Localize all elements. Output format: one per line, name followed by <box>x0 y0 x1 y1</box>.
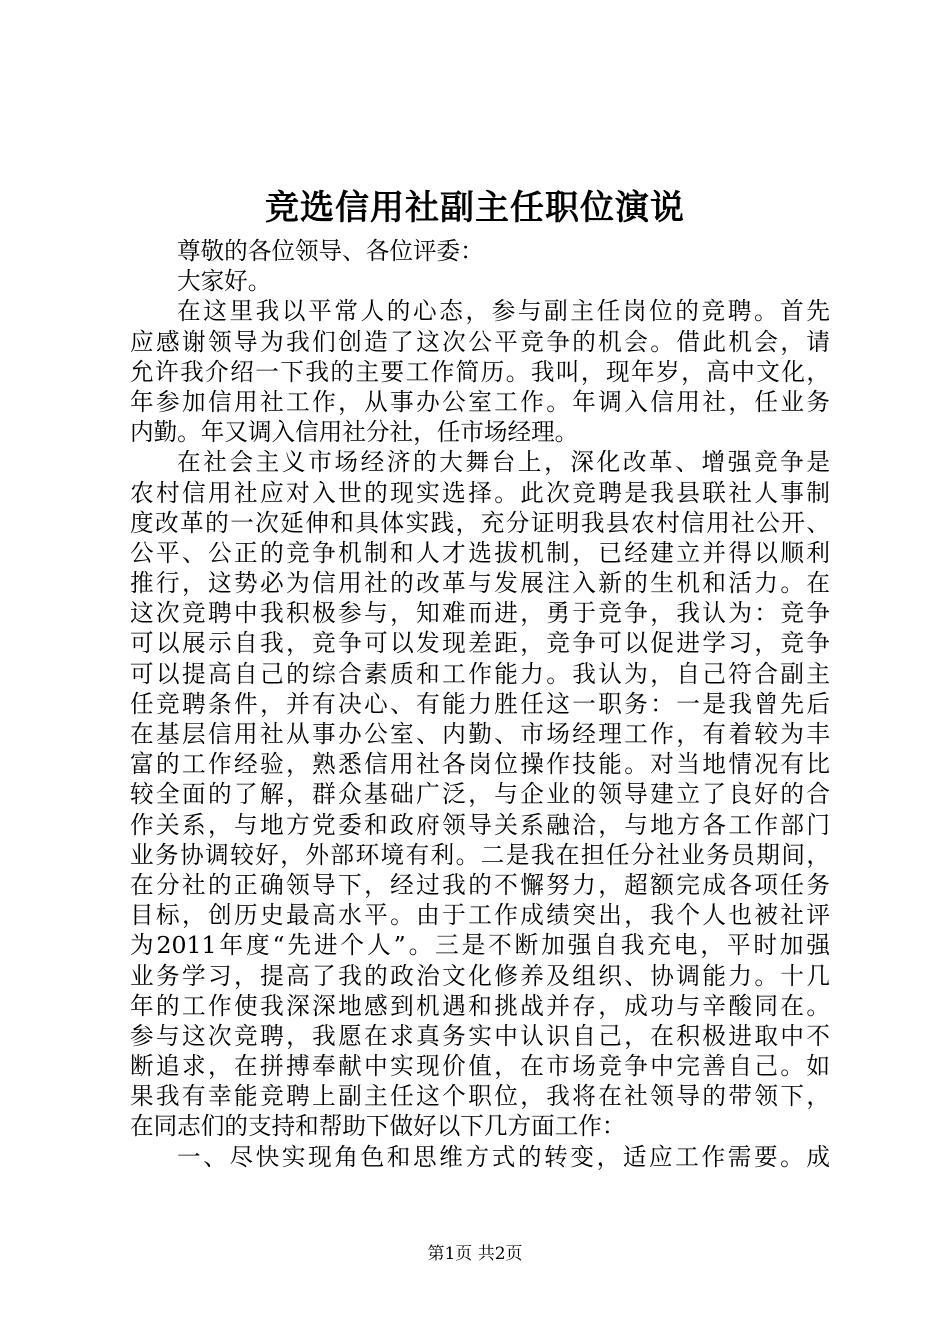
paragraph-line: 为2011年度“先进个人”。三是不断加强自我充电，平时加强 <box>130 931 830 960</box>
paragraph-line: 作关系，与地方党委和政府领导关系融洽，与地方各工作部门 <box>130 810 830 839</box>
paragraph-line: 果我有幸能竞聘上副主任这个职位，我将在社领导的带领下， <box>130 1082 830 1111</box>
salutation-line: 尊敬的各位领导、各位评委： <box>177 237 484 265</box>
paragraph-line: 业务协调较好，外部环境有利。二是我在担任分社业务员期间， <box>130 840 830 869</box>
paragraph-line: 在基层信用社从事办公室、内勤、市场经理工作，有着较为丰 <box>130 720 830 748</box>
paragraph-line: 断追求，在拼搏奉献中实现价值，在市场竞争中完善自己。如 <box>130 1052 830 1081</box>
paragraph-line: 任竞聘条件，并有决心、有能力胜任这一职务：一是我曾先后 <box>130 689 830 718</box>
paragraph-line: 参与这次竞聘，我愿在求真务实中认识自己，在积极进取中不 <box>130 1021 830 1050</box>
paragraph-line: 一、尽快实现角色和思维方式的转变，适应工作需要。成 <box>177 1142 830 1171</box>
paragraph-line: 富的工作经验，熟悉信用社各岗位操作技能。对当地情况有比 <box>130 750 830 779</box>
paragraph-line: 应感谢领导为我们创造了这次公平竞争的机会。借此机会，请 <box>130 327 830 356</box>
document-body <box>130 236 830 1172</box>
paragraph-line: 度改革的一次延伸和具体实践，充分证明我县农村信用社公开、 <box>130 508 830 537</box>
paragraph-line: 农村信用社应对入世的现实选择。此次竞聘是我县联社人事制 <box>130 478 830 507</box>
paragraph-line: 内勤。年又调入信用社分社，任市场经理。 <box>130 418 579 447</box>
paragraph-line: 在同志们的支持和帮助下做好以下几方面工作： <box>130 1112 626 1141</box>
paragraph-line: 推行，这势必为信用社的改革与发展注入新的生机和活力。在 <box>130 569 830 598</box>
greeting-line: 大家好。 <box>177 267 272 296</box>
page-footer: 第1页 共2页 <box>427 1244 523 1264</box>
paragraph-line: 公平、公正的竞争机制和人才选拔机制，已经建立并得以顺利 <box>130 538 830 567</box>
paragraph-line: 在社会主义市场经济的大舞台上，深化改革、增强竞争是 <box>177 448 830 477</box>
paragraph-line: 这次竞聘中我积极参与，知难而进，勇于竞争，我认为：竞争 <box>130 599 830 628</box>
paragraph-line: 可以展示自我，竞争可以发现差距，竞争可以促进学习，竞争 <box>130 629 830 658</box>
paragraph-line: 年参加信用社工作，从事办公室工作。年调入信用社，任业务 <box>130 387 830 416</box>
document-title: 竞选信用社副主任职位演说 <box>265 188 685 228</box>
paragraph-line: 年的工作使我深深地感到机遇和挑战并存，成功与辛酸同在。 <box>130 991 830 1020</box>
paragraph-line: 较全面的了解，群众基础广泛，与企业的领导建立了良好的合 <box>130 780 830 809</box>
paragraph-line: 在分社的正确领导下，经过我的不懈努力，超额完成各项任务 <box>130 870 830 899</box>
paragraph-line: 允许我介绍一下我的主要工作简历。我叫，现年岁，高中文化， <box>130 357 830 386</box>
paragraph-line: 在这里我以平常人的心态，参与副主任岗位的竞聘。首先 <box>177 297 830 326</box>
paragraph-line: 业务学习，提高了我的政治文化修养及组织、协调能力。十几 <box>130 961 830 990</box>
paragraph-line: 目标，创历史最高水平。由于工作成绩突出，我个人也被社评 <box>130 901 830 930</box>
paragraph-line: 可以提高自己的综合素质和工作能力。我认为，自己符合副主 <box>130 659 830 688</box>
